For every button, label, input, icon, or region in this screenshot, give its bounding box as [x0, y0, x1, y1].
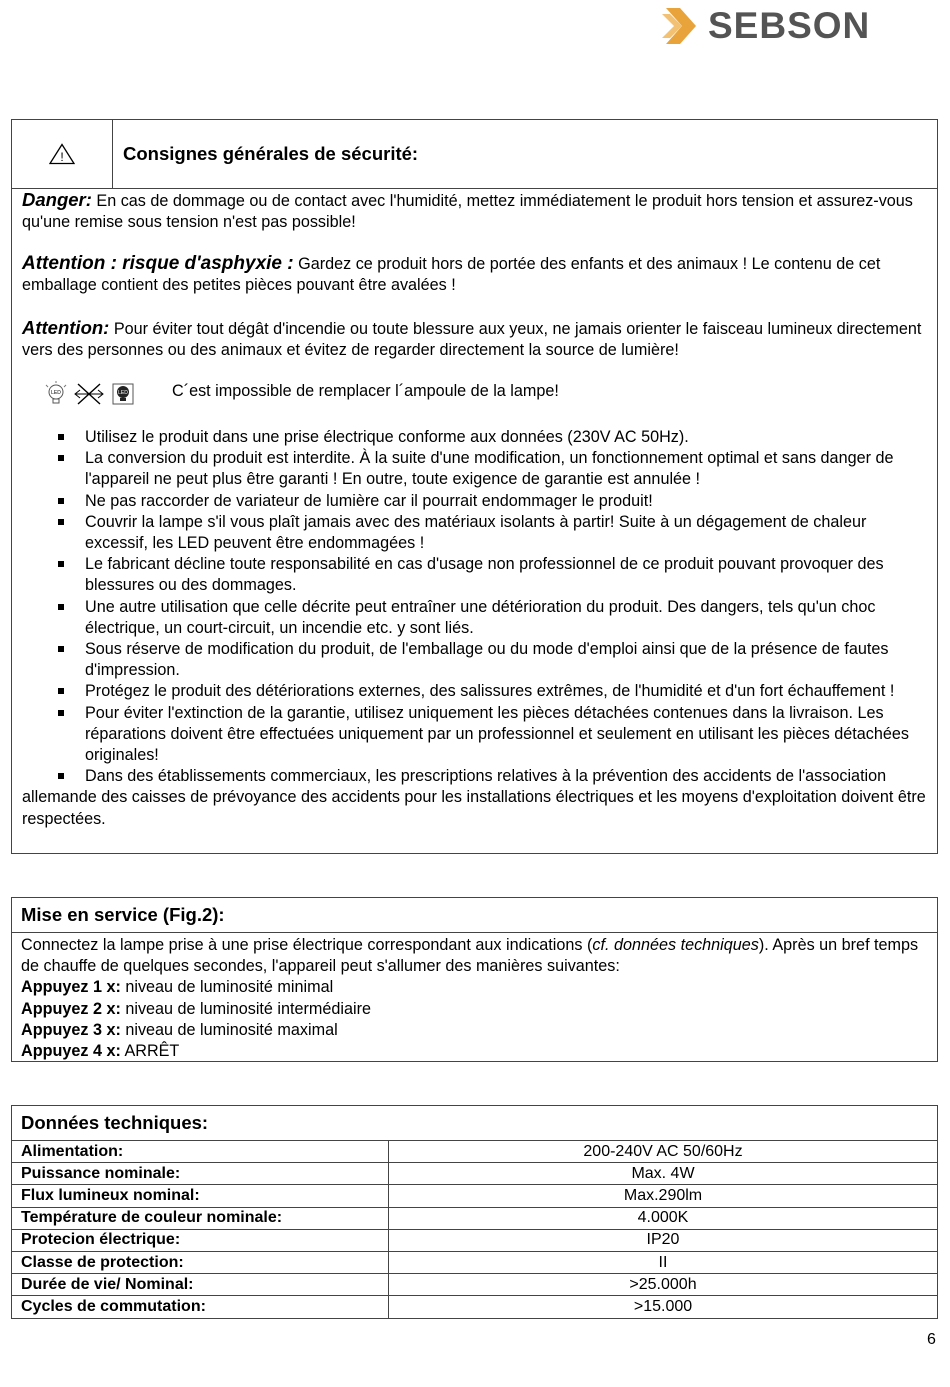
list-item: Pour éviter l'extinction de la garantie, utilisez uniquement les pièces détachées contenues dans la livraison. Les réparations doivent être effectuées uniquement par un professionnel et seulement en utilisant les pièces détachées originales! — [22, 703, 929, 767]
spec-label: Classe de protection: — [12, 1251, 389, 1273]
danger-text: En cas de dommage ou de contact avec l'humidité, mettez immédiatement le produit hors tension et assurez-vous qu'une remise sous tension n'est pas possible! — [22, 192, 913, 231]
page-number: 6 — [927, 1331, 936, 1348]
step-text: niveau de luminosité intermédiaire — [120, 999, 371, 1018]
service-intro-b: ). Après un bref temps de chauffe de quelques secondes, l'appareil peut s'allumer des manières suivantes: — [21, 936, 919, 976]
step-label: Appuyez 4 x: — [21, 1042, 121, 1061]
brand-name: SEBSON — [708, 5, 871, 46]
service-intro — [21, 935, 928, 977]
list-item: Le fabricant décline toute responsabilité en cas d'usage non professionnel de ce produit pouvant provoquer des blessures ou des dommages. — [22, 554, 929, 596]
danger-label: Danger: — [22, 189, 92, 210]
tech-section — [11, 1105, 938, 1319]
safety-title: Consignes générales de sécurité: — [123, 143, 419, 164]
spec-value: IP20 — [389, 1229, 938, 1251]
service-step — [21, 1020, 928, 1041]
table-row — [12, 1296, 937, 1318]
list-item: Ne pas raccorder de variateur de lumière car il pourrait endommager le produit! — [22, 491, 929, 512]
lamp-symbols-row — [44, 381, 559, 407]
spec-label: Flux lumineux nominal: — [12, 1185, 389, 1207]
replace-crossed-icon — [72, 381, 106, 407]
service-step — [21, 999, 928, 1020]
spec-value: Max. 4W — [389, 1163, 938, 1185]
specs-table — [12, 1141, 937, 1318]
service-intro-ref: cf. données techniques — [592, 936, 759, 954]
tech-title: Données techniques: — [12, 1106, 937, 1141]
non-replaceable-bulb-note: C´est impossible de remplacer l´ampoule de la lampe! — [172, 382, 559, 400]
list-item: Couvrir la lampe s'il vous plaît jamais avec des matériaux isolants à partir! Suite à un dégagement de chaleur excessif, les LED peuvent être endommagées ! — [22, 512, 929, 554]
spec-label: Température de couleur nominale: — [12, 1207, 389, 1229]
danger-paragraph — [22, 189, 929, 233]
spec-value: Max.290lm — [389, 1185, 938, 1207]
table-row — [12, 1141, 937, 1163]
spec-label: Puissance nominale: — [12, 1163, 389, 1185]
list-item: Dans des établissements commerciaux, les prescriptions relatives à la prévention des accidents de l'association allemande des caisses de prévoyance des accidents pour les installations électriques et les moyens d'exploitation doivent être respectées. — [22, 766, 929, 830]
spec-value: >15.000 — [389, 1296, 938, 1318]
attention-text: Pour éviter tout dégât d'incendie ou toute blessure aux yeux, ne jamais orienter le faisceau lumineux directement vers des personnes ou des animaux et évitez de regarder directement la source de lumière! — [22, 320, 922, 359]
svg-text:!: ! — [60, 150, 64, 164]
spec-label: Durée de vie/ Nominal: — [12, 1274, 389, 1296]
table-row — [12, 1185, 937, 1207]
spec-value: >25.000h — [389, 1274, 938, 1296]
attention-label: Attention: — [22, 317, 110, 338]
warning-triangle-icon — [49, 143, 75, 165]
step-text: niveau de luminosité maximal — [120, 1020, 338, 1039]
table-row — [12, 1251, 937, 1273]
spec-value: 4.000K — [389, 1207, 938, 1229]
step-text: niveau de luminosité minimal — [120, 978, 334, 997]
spec-label: Protecion électrique: — [12, 1229, 389, 1251]
asphyxia-text: Gardez ce produit hors de portée des enfants et des animaux ! Le contenu de cet emballage contient des petites pièces pouvant être avalées ! — [22, 255, 881, 294]
step-label: Appuyez 2 x: — [21, 999, 121, 1018]
service-step — [21, 1041, 928, 1062]
led-bulb-icon — [44, 381, 68, 407]
asphyxia-paragraph — [22, 253, 929, 296]
service-section — [11, 897, 938, 1062]
spec-value: II — [389, 1251, 938, 1273]
sebson-logo — [660, 4, 870, 48]
safety-header — [12, 120, 937, 189]
spec-value: 200-240V AC 50/60Hz — [389, 1141, 938, 1163]
led-module-icon — [112, 381, 134, 407]
svg-text:LED: LED — [118, 390, 128, 396]
table-row — [12, 1274, 937, 1296]
list-item: Utilisez le produit dans une prise électrique conforme aux données (230V AC 50Hz). — [22, 427, 929, 448]
attention-paragraph — [22, 317, 929, 361]
step-text: ARRÊT — [120, 1042, 180, 1061]
list-item: La conversion du produit est interdite. À la suite d'une modification, un fonctionnement optimal et sans danger de l'appareil ne peut plus être garanti ! En outre, toute exigence de garantie est annulée ! — [22, 448, 929, 490]
service-title: Mise en service (Fig.2): — [12, 898, 937, 933]
service-step — [21, 977, 928, 998]
asphyxia-label: Attention : risque d'asphyxie : — [22, 253, 294, 274]
table-row — [12, 1207, 937, 1229]
table-row — [12, 1229, 937, 1251]
service-body — [12, 933, 937, 1064]
list-item: Sous réserve de modification du produit, de l'emballage ou du mode d'emploi ainsi que de la présence de fautes d'impression. — [22, 639, 929, 681]
spec-label: Alimentation: — [12, 1141, 389, 1163]
step-label: Appuyez 1 x: — [21, 978, 121, 997]
svg-text:LED: LED — [51, 390, 61, 396]
safety-section — [11, 119, 938, 854]
list-item: Une autre utilisation que celle décrite peut entraîner une détérioration du produit. Des dangers, tels qu'un choc électrique, un court-circuit, un incendie etc. y sont liés. — [22, 597, 929, 639]
sebson-chevron-logo-icon — [660, 6, 700, 46]
table-row — [12, 1163, 937, 1185]
spec-label: Cycles de commutation: — [12, 1296, 389, 1318]
list-item: Protégez le produit des détériorations externes, des salissures extrêmes, de l'humidité et d'un fort échauffement ! — [22, 681, 929, 702]
step-label: Appuyez 3 x: — [21, 1020, 121, 1039]
safety-rules-list — [22, 427, 929, 830]
service-intro-a: Connectez la lampe prise à une prise électrique correspondant aux indications ( — [21, 936, 593, 954]
warning-cell — [12, 120, 113, 188]
